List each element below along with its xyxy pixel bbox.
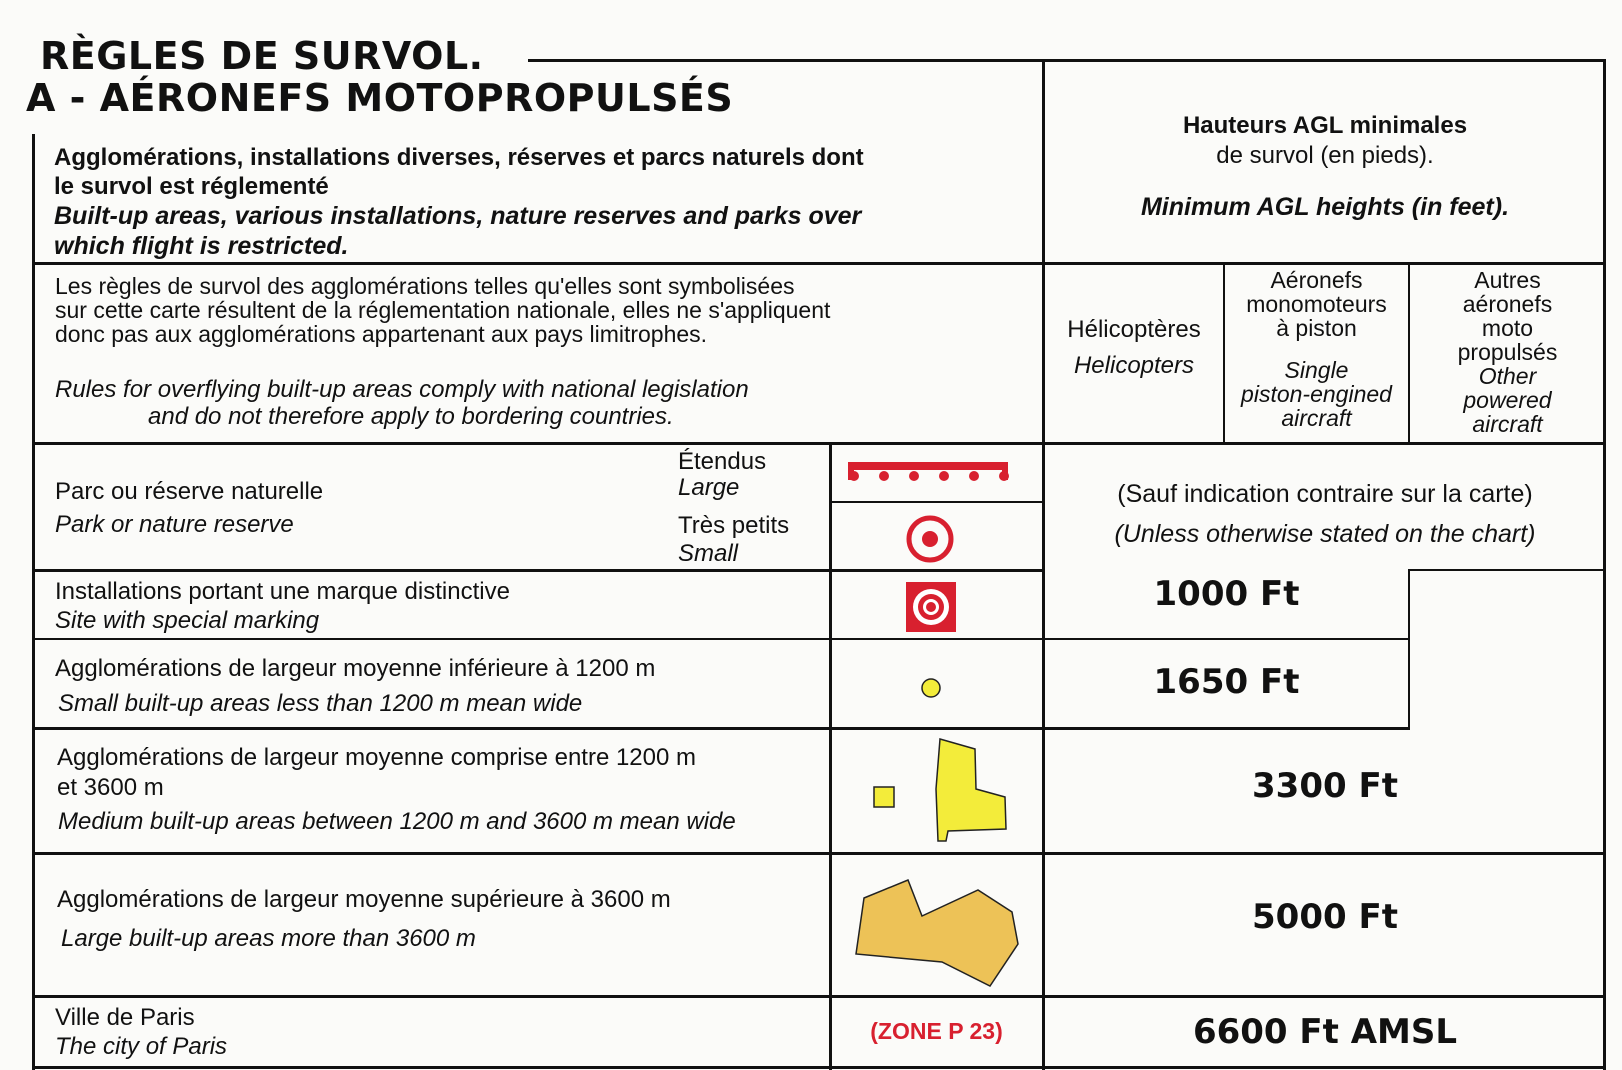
col-single-fr-2: monomoteurs	[1246, 291, 1387, 317]
col-other-fr-1: Autres	[1474, 267, 1541, 293]
step-line-1	[1408, 569, 1410, 729]
col-other-fr-2: aéronefs	[1462, 291, 1553, 317]
col-other-en-2: powered	[1463, 387, 1552, 413]
title-line-2: A - AÉRONEFS MOTOPROPULSÉS	[26, 76, 734, 120]
park-large-en: Large	[678, 474, 740, 501]
small-area-dot-icon	[919, 676, 943, 700]
small-area-fr: Agglomérations de largeur moyenne inférieure à 1200 m	[55, 655, 656, 682]
header-left-en-2: which flight is restricted.	[54, 232, 349, 260]
rules-note-fr-3: donc pas aux agglomérations appartenant aux pays limitrophes.	[55, 321, 708, 347]
park-sub-line	[829, 501, 1044, 503]
paris-zone: (ZONE P 23)	[870, 1018, 1003, 1044]
paris-en: The city of Paris	[55, 1033, 228, 1060]
col-single-fr-3: à piston	[1276, 315, 1357, 341]
medium-area-fr-1: Agglomérations de largeur moyenne comprise entre 1200 m	[57, 744, 697, 771]
header-right-fr-1: Hauteurs AGL minimales	[1182, 112, 1468, 139]
row-line-5	[32, 727, 1410, 730]
col-other-en-3: aircraft	[1472, 411, 1543, 437]
row-line-4	[32, 638, 1410, 640]
medium-area-shapes-icon	[870, 735, 1010, 847]
header-left-en-1: Built-up areas, various installations, nature reserves and parks over	[54, 202, 862, 230]
unless-en: (Unless otherwise stated on the chart)	[1114, 520, 1536, 548]
col-single-en-1: Single	[1284, 357, 1349, 383]
park-large-symbol-icon	[840, 452, 1020, 492]
col-single-en-2: piston-engined	[1241, 381, 1392, 407]
col-other-fr-3: moto	[1481, 315, 1534, 341]
row-line-2	[32, 442, 1606, 445]
rules-note-fr-2: sur cette carte résultent de la réglementation nationale, elles ne s'appliquent	[55, 297, 831, 323]
header-right-fr-2: de survol (en pieds).	[1216, 142, 1434, 169]
rules-note-en-1: Rules for overflying built-up areas comply with national legislation	[55, 376, 749, 403]
site-fr: Installations portant une marque distinctive	[55, 578, 510, 605]
col-single-fr-1: Aéronefs	[1270, 267, 1363, 293]
title-line-1: RÈGLES DE SURVOL.	[40, 34, 484, 78]
height-1650: 1650 Ft	[1153, 662, 1300, 702]
top-border-line	[528, 59, 1606, 62]
paris-fr: Ville de Paris	[55, 1004, 195, 1031]
height-6600-amsl: 6600 Ft AMSL	[1192, 1012, 1458, 1052]
header-left-fr-2: le survol est réglementé	[54, 173, 329, 200]
medium-area-fr-2: et 3600 m	[57, 774, 164, 801]
row-line-3	[32, 569, 1044, 572]
park-fr: Parc ou réserve naturelle	[55, 478, 324, 505]
height-5000: 5000 Ft	[1252, 897, 1398, 937]
col-single-en-3: aircraft	[1281, 405, 1352, 431]
row-line-6	[32, 852, 1606, 855]
col-other-fr-4: propulsés	[1457, 339, 1558, 365]
rules-note-fr-1: Les règles de survol des agglomérations telles qu'elles sont symbolisées	[55, 273, 795, 299]
large-area-shape-icon	[850, 876, 1030, 991]
large-area-en: Large built-up areas more than 3600 m	[61, 925, 476, 952]
small-area-en: Small built-up areas less than 1200 m mean wide	[58, 690, 583, 717]
row-line-3-right	[1408, 569, 1606, 571]
park-small-target-icon	[904, 513, 956, 565]
unless-fr: (Sauf indication contraire sur la carte)	[1117, 480, 1533, 508]
height-3300: 3300 Ft	[1252, 766, 1398, 806]
park-large-fr: Étendus	[678, 448, 767, 475]
park-small-en: Small	[678, 540, 739, 567]
col-helicopters-fr: Hélicoptères	[1067, 316, 1201, 343]
bottom-line	[32, 1066, 1606, 1069]
height-1000: 1000 Ft	[1153, 574, 1300, 614]
col-other-en-1: Other	[1478, 363, 1537, 389]
header-right-en: Minimum AGL heights (in feet).	[1140, 193, 1510, 221]
park-small-fr: Très petits	[678, 512, 790, 539]
park-en: Park or nature reserve	[55, 511, 294, 538]
large-area-fr: Agglomérations de largeur moyenne supérieure à 3600 m	[57, 886, 671, 913]
rules-note-en-2: and do not therefore apply to bordering countries.	[148, 403, 674, 430]
symbol-col-line	[829, 442, 832, 1070]
row-line-7	[32, 995, 1606, 998]
medium-area-en: Medium built-up areas between 1200 m and 3600 m mean wide	[58, 808, 736, 835]
left-border	[32, 134, 35, 1070]
header-left-fr-1: Agglomérations, installations diverses, réserves et parcs naturels dont	[54, 144, 864, 171]
row-line-1	[32, 262, 1606, 265]
col-helicopters-en: Helicopters	[1073, 352, 1195, 379]
site-en: Site with special marking	[55, 607, 320, 634]
site-marking-icon	[906, 582, 956, 632]
